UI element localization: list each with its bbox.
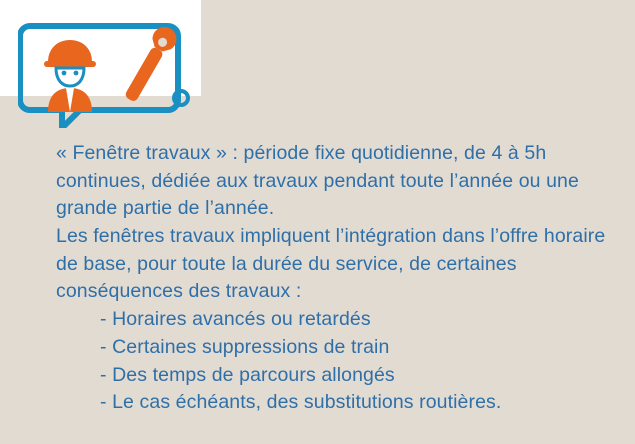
consequences-list (56, 306, 616, 417)
list-item: - Certaines suppressions de train (100, 335, 390, 358)
list-item: - Le cas échéants, des substitutions routières. (100, 391, 502, 414)
list-item: - Des temps de parcours allongés (100, 363, 395, 386)
list-item: - Horaires avancés ou retardés (100, 308, 371, 331)
paragraph-definition: « Fenêtre travaux » : période fixe quotidienne, de 4 à 5h continues, dédiée aux travaux pendant toute l’année ou une grande partie de l’année. (56, 142, 585, 220)
background-panel-top-right (201, 0, 635, 96)
slide-text-block (56, 140, 616, 417)
paragraph-consequences: Les fenêtres travaux impliquent l’intégration dans l’offre horaire de base, pour toute la durée du service, de certaines conséquences des travaux : (56, 225, 611, 303)
worker-wrench-speech-bubble-icon (18, 16, 198, 128)
